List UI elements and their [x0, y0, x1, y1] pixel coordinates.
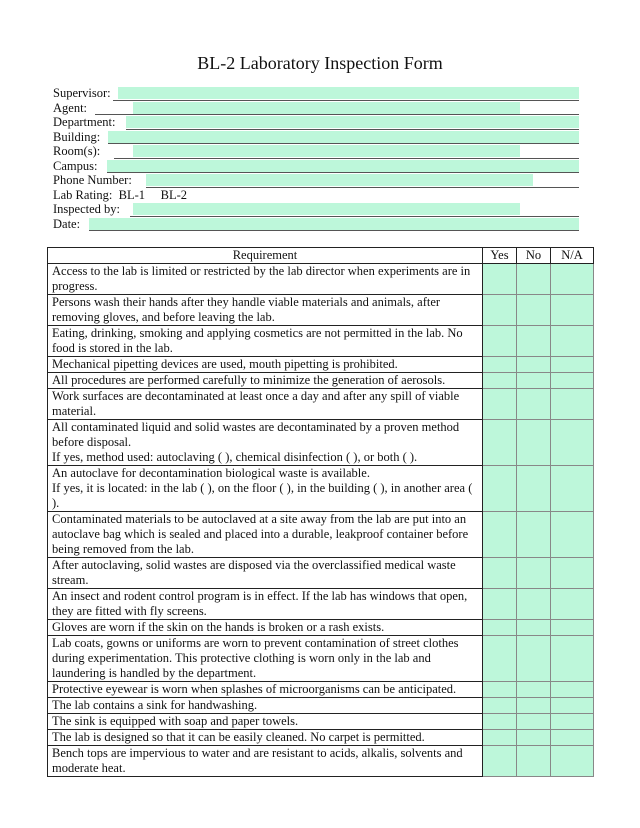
checkbox-no[interactable]	[517, 326, 551, 357]
checkbox-yes[interactable]	[483, 730, 517, 746]
field-label: Inspected by:	[53, 202, 120, 216]
checkbox-na[interactable]	[551, 636, 594, 682]
table-row	[48, 682, 594, 698]
table-row	[48, 746, 594, 777]
field-input[interactable]	[107, 160, 579, 172]
checkbox-no[interactable]	[517, 389, 551, 420]
checkbox-yes[interactable]	[483, 620, 517, 636]
table-row	[48, 466, 594, 512]
table-row	[48, 620, 594, 636]
requirement-text: Gloves are worn if the skin on the hands is broken or a rash exists.	[48, 620, 483, 636]
checkbox-na[interactable]	[551, 389, 594, 420]
checkbox-na[interactable]	[551, 326, 594, 357]
field-row	[53, 101, 580, 116]
checkbox-no[interactable]	[517, 698, 551, 714]
checkbox-yes[interactable]	[483, 512, 517, 558]
checkbox-no[interactable]	[517, 589, 551, 620]
field-row	[53, 188, 580, 203]
checkbox-no[interactable]	[517, 420, 551, 466]
header-requirement: Requirement	[48, 248, 483, 264]
checkbox-yes[interactable]	[483, 357, 517, 373]
header-na: N/A	[551, 248, 594, 264]
field-input[interactable]	[126, 116, 579, 128]
checkbox-yes[interactable]	[483, 698, 517, 714]
table-row	[48, 589, 594, 620]
checkbox-yes[interactable]	[483, 682, 517, 698]
requirement-text: Mechanical pipetting devices are used, mouth pipetting is prohibited.	[48, 357, 483, 373]
checkbox-yes[interactable]	[483, 746, 517, 777]
checkbox-no[interactable]	[517, 295, 551, 326]
table-row	[48, 373, 594, 389]
requirement-text: Lab coats, gowns or uniforms are worn to prevent contamination of street clothes during experimentation. This protective clothing is worn only in the lab and laundering is handled by the department.	[48, 636, 483, 682]
checkbox-na[interactable]	[551, 295, 594, 326]
requirement-text: Bench tops are impervious to water and are resistant to acids, alkalis, solvents and moderate heat.	[48, 746, 483, 777]
checkbox-no[interactable]	[517, 466, 551, 512]
field-input[interactable]	[133, 145, 520, 157]
field-label: Date:	[53, 216, 81, 231]
checkbox-no[interactable]	[517, 264, 551, 295]
checkbox-no[interactable]	[517, 357, 551, 373]
checkbox-no[interactable]	[517, 636, 551, 682]
checkbox-yes[interactable]	[483, 326, 517, 357]
field-underline	[89, 230, 579, 231]
field-input[interactable]	[133, 203, 520, 215]
checkbox-yes[interactable]	[483, 373, 517, 389]
field-row	[53, 173, 580, 188]
checkbox-na[interactable]	[551, 730, 594, 746]
requirement-text: Access to the lab is limited or restricted by the lab director when experiments are in progress.	[48, 264, 483, 295]
checkbox-yes[interactable]	[483, 420, 517, 466]
field-row	[53, 217, 580, 232]
field-input[interactable]	[118, 87, 579, 99]
checkbox-na[interactable]	[551, 264, 594, 295]
page-title: BL-2 Laboratory Inspection Form	[197, 53, 443, 73]
checkbox-na[interactable]	[551, 373, 594, 389]
field-row	[53, 115, 580, 130]
checkbox-na[interactable]	[551, 357, 594, 373]
table-row	[48, 714, 594, 730]
table-row	[48, 420, 594, 466]
field-row	[53, 86, 580, 101]
field-label: Building:	[53, 129, 101, 144]
field-input[interactable]	[108, 131, 579, 143]
requirement-text: The lab is designed so that it can be easily cleaned. No carpet is permitted.	[48, 730, 483, 746]
requirement-text: Work surfaces are decontaminated at least once a day and after any spill of viable material.	[48, 389, 483, 420]
table-row	[48, 512, 594, 558]
checkbox-na[interactable]	[551, 620, 594, 636]
field-row	[53, 202, 580, 217]
field-input[interactable]	[133, 102, 520, 114]
header-yes: Yes	[483, 248, 517, 264]
requirement-text: Persons wash their hands after they handle viable materials and animals, after removing gloves, and before leaving the lab.	[48, 295, 483, 326]
table-row	[48, 357, 594, 373]
table-row	[48, 636, 594, 682]
checkbox-no[interactable]	[517, 730, 551, 746]
table-row	[48, 698, 594, 714]
checkbox-no[interactable]	[517, 558, 551, 589]
table-row	[48, 558, 594, 589]
requirement-text: The lab contains a sink for handwashing.	[48, 698, 483, 714]
checkbox-yes[interactable]	[483, 714, 517, 730]
checkbox-no[interactable]	[517, 373, 551, 389]
table-header-row	[48, 248, 594, 264]
checkbox-yes[interactable]	[483, 589, 517, 620]
requirement-text: Protective eyewear is worn when splashes of microorganisms can be anticipated.	[48, 682, 483, 698]
requirement-text: An insect and rodent control program is in effect. If the lab has windows that open, they are fitted with fly screens.	[48, 589, 483, 620]
checkbox-na[interactable]	[551, 589, 594, 620]
checkbox-no[interactable]	[517, 620, 551, 636]
checkbox-na[interactable]	[551, 420, 594, 466]
table-row	[48, 326, 594, 357]
checkbox-na[interactable]	[551, 714, 594, 730]
field-row	[53, 130, 580, 145]
requirement-text: An autoclave for decontamination biological waste is available. If yes, it is located: in the lab ( ), on the floor ( ), in the building ( ), in another area ( ).	[48, 466, 483, 512]
checkbox-na[interactable]	[551, 466, 594, 512]
checkbox-na[interactable]	[551, 682, 594, 698]
requirement-text: Contaminated materials to be autoclaved at a site away from the lab are put into an autoclave bag which is sealed and placed into a durable, leakproof container before being removed from the lab.	[48, 512, 483, 558]
table-row	[48, 264, 594, 295]
checkbox-yes[interactable]	[483, 264, 517, 295]
checkbox-no[interactable]	[517, 682, 551, 698]
field-label: Agent:	[53, 100, 88, 115]
requirement-text: After autoclaving, solid wastes are disposed via the overclassified medical waste stream.	[48, 558, 483, 589]
field-label: Department:	[53, 115, 116, 129]
requirements-table	[47, 247, 594, 777]
table-row	[48, 295, 594, 326]
requirement-text: All contaminated liquid and solid wastes are decontaminated by a proven method before disposal. If yes, method used: autoclaving ( ), chemical disinfection ( ), or both ( ).	[48, 420, 483, 466]
field-input[interactable]	[146, 174, 533, 186]
table-row	[48, 389, 594, 420]
field-label: Room(s):	[53, 144, 101, 158]
checkbox-yes[interactable]	[483, 295, 517, 326]
checkbox-yes[interactable]	[483, 558, 517, 589]
checkbox-no[interactable]	[517, 746, 551, 777]
field-label: Phone Number:	[53, 173, 132, 187]
checkbox-na[interactable]	[551, 698, 594, 714]
field-label: Campus:	[53, 158, 98, 173]
header-no: No	[517, 248, 551, 264]
checkbox-no[interactable]	[517, 512, 551, 558]
requirement-text: The sink is equipped with soap and paper towels.	[48, 714, 483, 730]
checkbox-yes[interactable]	[483, 636, 517, 682]
checkbox-na[interactable]	[551, 746, 594, 777]
requirement-text: Eating, drinking, smoking and applying cosmetics are not permitted in the lab. No food is stored in the lab.	[48, 326, 483, 357]
checkbox-yes[interactable]	[483, 466, 517, 512]
checkbox-na[interactable]	[551, 558, 594, 589]
checkbox-no[interactable]	[517, 714, 551, 730]
table-row	[48, 730, 594, 746]
field-label: Supervisor:	[53, 86, 111, 100]
checkbox-na[interactable]	[551, 512, 594, 558]
field-label: Lab Rating: BL-1 BL-2	[53, 187, 188, 202]
requirement-text: All procedures are performed carefully to minimize the generation of aerosols.	[48, 373, 483, 389]
field-input[interactable]	[89, 218, 579, 230]
field-row	[53, 159, 580, 174]
field-row	[53, 144, 580, 159]
checkbox-yes[interactable]	[483, 389, 517, 420]
